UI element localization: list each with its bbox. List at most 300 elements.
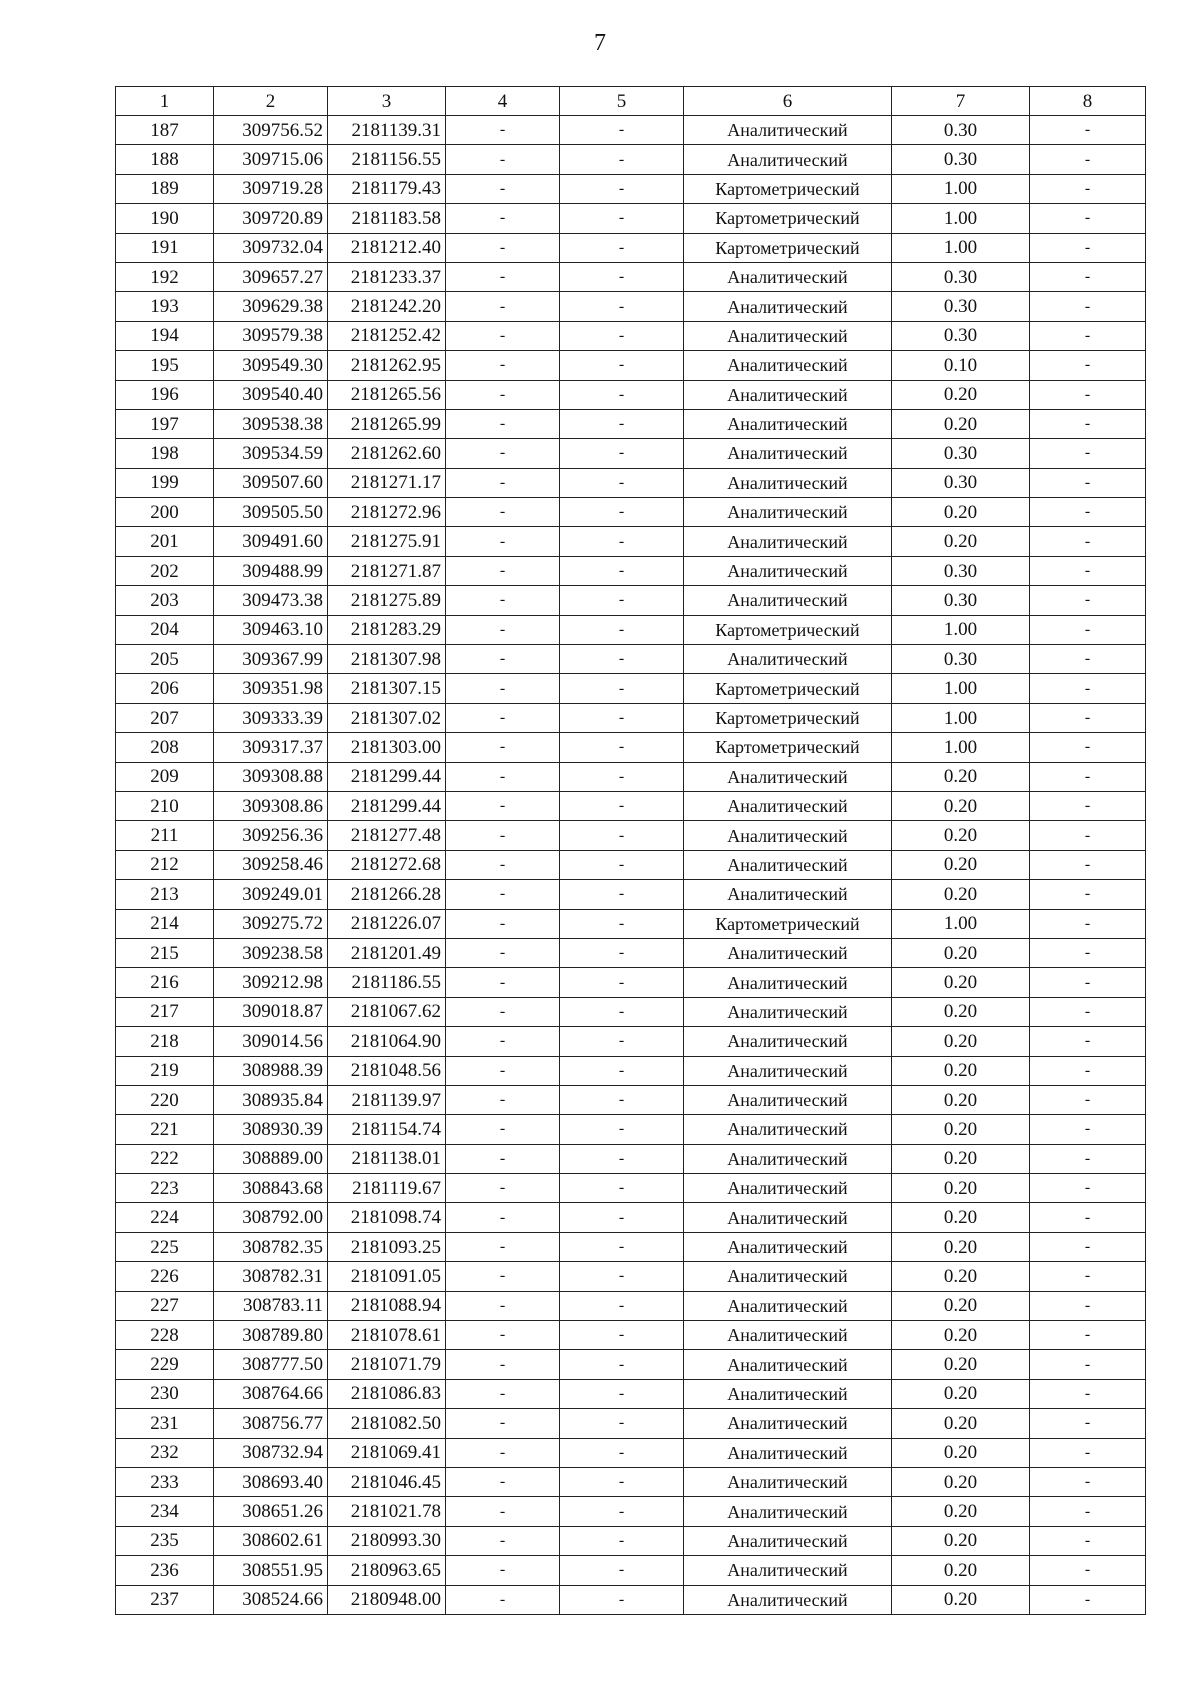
page-number: 7	[594, 30, 606, 56]
column-4-cell: -	[446, 1232, 560, 1261]
method-cell: Аналитический	[684, 409, 892, 438]
y-coordinate-cell: 2180993.30	[328, 1526, 446, 1555]
y-coordinate-cell: 2181266.28	[328, 880, 446, 909]
method-cell: Аналитический	[684, 116, 892, 145]
point-number-cell: 190	[116, 204, 214, 233]
column-4-cell: -	[446, 909, 560, 938]
column-4-cell: -	[446, 1497, 560, 1526]
point-number-cell: 222	[116, 1144, 214, 1173]
point-number-cell: 201	[116, 527, 214, 556]
table-row	[116, 1350, 1146, 1379]
column-8-cell: -	[1030, 468, 1146, 497]
accuracy-cell: 0.20	[892, 409, 1030, 438]
column-4-cell: -	[446, 145, 560, 174]
method-cell: Аналитический	[684, 145, 892, 174]
table-row	[116, 1085, 1146, 1114]
column-8-cell: -	[1030, 204, 1146, 233]
point-number-cell: 202	[116, 556, 214, 585]
accuracy-cell: 0.20	[892, 1056, 1030, 1085]
column-8-cell: -	[1030, 1144, 1146, 1173]
table-row	[116, 880, 1146, 909]
column-8-cell: -	[1030, 116, 1146, 145]
column-8-cell: -	[1030, 821, 1146, 850]
column-5-cell: -	[560, 1497, 684, 1526]
y-coordinate-cell: 2181067.62	[328, 997, 446, 1026]
y-coordinate-cell: 2181275.91	[328, 527, 446, 556]
point-number-cell: 216	[116, 968, 214, 997]
point-number-cell: 196	[116, 380, 214, 409]
x-coordinate-cell: 309756.52	[214, 116, 328, 145]
method-cell: Аналитический	[684, 1291, 892, 1320]
table-row	[116, 1291, 1146, 1320]
y-coordinate-cell: 2181069.41	[328, 1438, 446, 1467]
point-number-cell: 208	[116, 733, 214, 762]
table-row	[116, 1115, 1146, 1144]
x-coordinate-cell: 308782.31	[214, 1262, 328, 1291]
y-coordinate-cell: 2181226.07	[328, 909, 446, 938]
method-cell: Аналитический	[684, 1203, 892, 1232]
column-4-cell: -	[446, 1291, 560, 1320]
table-row	[116, 762, 1146, 791]
table-row	[116, 439, 1146, 468]
x-coordinate-cell: 308988.39	[214, 1056, 328, 1085]
accuracy-cell: 0.20	[892, 1497, 1030, 1526]
x-coordinate-cell: 308693.40	[214, 1467, 328, 1496]
column-4-cell: -	[446, 409, 560, 438]
column-4-cell: -	[446, 204, 560, 233]
y-coordinate-cell: 2181299.44	[328, 762, 446, 791]
column-4-cell: -	[446, 762, 560, 791]
column-5-cell: -	[560, 615, 684, 644]
table-row	[116, 645, 1146, 674]
column-5-cell: -	[560, 233, 684, 262]
accuracy-cell: 0.20	[892, 1556, 1030, 1585]
accuracy-cell: 0.20	[892, 791, 1030, 820]
table-row	[116, 292, 1146, 321]
x-coordinate-cell: 309534.59	[214, 439, 328, 468]
column-5-cell: -	[560, 1027, 684, 1056]
y-coordinate-cell: 2181307.98	[328, 645, 446, 674]
accuracy-cell: 1.00	[892, 615, 1030, 644]
point-number-cell: 205	[116, 645, 214, 674]
column-8-cell: -	[1030, 1291, 1146, 1320]
method-cell: Аналитический	[684, 498, 892, 527]
table-row	[116, 1174, 1146, 1203]
column-5-cell: -	[560, 1467, 684, 1496]
x-coordinate-cell: 309014.56	[214, 1027, 328, 1056]
column-5-cell: -	[560, 1321, 684, 1350]
y-coordinate-cell: 2181265.56	[328, 380, 446, 409]
column-4-cell: -	[446, 1438, 560, 1467]
column-4-cell: -	[446, 439, 560, 468]
x-coordinate-cell: 309540.40	[214, 380, 328, 409]
column-4-cell: -	[446, 645, 560, 674]
x-coordinate-cell: 308935.84	[214, 1085, 328, 1114]
column-5-cell: -	[560, 262, 684, 291]
column-5-cell: -	[560, 762, 684, 791]
table-row	[116, 1467, 1146, 1496]
x-coordinate-cell: 308524.66	[214, 1585, 328, 1614]
y-coordinate-cell: 2181299.44	[328, 791, 446, 820]
column-8-cell: -	[1030, 1526, 1146, 1555]
x-coordinate-cell: 309367.99	[214, 645, 328, 674]
x-coordinate-cell: 309732.04	[214, 233, 328, 262]
accuracy-cell: 0.20	[892, 1085, 1030, 1114]
method-cell: Аналитический	[684, 351, 892, 380]
method-cell: Аналитический	[684, 1409, 892, 1438]
point-number-cell: 198	[116, 439, 214, 468]
column-4-cell: -	[446, 1556, 560, 1585]
method-cell: Аналитический	[684, 439, 892, 468]
x-coordinate-cell: 309308.88	[214, 762, 328, 791]
x-coordinate-cell: 309579.38	[214, 321, 328, 350]
x-coordinate-cell: 309258.46	[214, 850, 328, 879]
accuracy-cell: 0.20	[892, 1291, 1030, 1320]
column-4-cell: -	[446, 321, 560, 350]
point-number-cell: 209	[116, 762, 214, 791]
column-8-cell: -	[1030, 1409, 1146, 1438]
y-coordinate-cell: 2180948.00	[328, 1585, 446, 1614]
point-number-cell: 207	[116, 703, 214, 732]
column-4-cell: -	[446, 556, 560, 585]
table-row	[116, 321, 1146, 350]
method-cell: Аналитический	[684, 1438, 892, 1467]
point-number-cell: 195	[116, 351, 214, 380]
y-coordinate-cell: 2180963.65	[328, 1556, 446, 1585]
point-number-cell: 194	[116, 321, 214, 350]
table-row	[116, 1585, 1146, 1614]
y-coordinate-cell: 2181071.79	[328, 1350, 446, 1379]
accuracy-cell: 0.30	[892, 292, 1030, 321]
column-8-cell: -	[1030, 1056, 1146, 1085]
table-row	[116, 968, 1146, 997]
column-8-cell: -	[1030, 1115, 1146, 1144]
column-header: 2	[214, 87, 328, 116]
column-4-cell: -	[446, 1526, 560, 1555]
y-coordinate-cell: 2181283.29	[328, 615, 446, 644]
table-header-row	[116, 87, 1146, 116]
table-row	[116, 850, 1146, 879]
method-cell: Картометрический	[684, 674, 892, 703]
method-cell: Аналитический	[684, 938, 892, 967]
accuracy-cell: 0.20	[892, 821, 1030, 850]
accuracy-cell: 0.30	[892, 439, 1030, 468]
column-header: 1	[116, 87, 214, 116]
column-4-cell: -	[446, 938, 560, 967]
column-8-cell: -	[1030, 615, 1146, 644]
x-coordinate-cell: 308764.66	[214, 1379, 328, 1408]
table-row	[116, 733, 1146, 762]
column-4-cell: -	[446, 1321, 560, 1350]
column-header: 3	[328, 87, 446, 116]
column-4-cell: -	[446, 1144, 560, 1173]
y-coordinate-cell: 2181064.90	[328, 1027, 446, 1056]
column-4-cell: -	[446, 468, 560, 497]
y-coordinate-cell: 2181271.87	[328, 556, 446, 585]
column-header: 6	[684, 87, 892, 116]
x-coordinate-cell: 308602.61	[214, 1526, 328, 1555]
point-number-cell: 215	[116, 938, 214, 967]
column-4-cell: -	[446, 233, 560, 262]
x-coordinate-cell: 309308.86	[214, 791, 328, 820]
point-number-cell: 228	[116, 1321, 214, 1350]
x-coordinate-cell: 309275.72	[214, 909, 328, 938]
accuracy-cell: 0.20	[892, 968, 1030, 997]
method-cell: Аналитический	[684, 292, 892, 321]
column-8-cell: -	[1030, 850, 1146, 879]
column-8-cell: -	[1030, 1174, 1146, 1203]
x-coordinate-cell: 309720.89	[214, 204, 328, 233]
method-cell: Аналитический	[684, 1144, 892, 1173]
accuracy-cell: 0.30	[892, 116, 1030, 145]
y-coordinate-cell: 2181275.89	[328, 586, 446, 615]
point-number-cell: 199	[116, 468, 214, 497]
column-5-cell: -	[560, 997, 684, 1026]
column-8-cell: -	[1030, 1379, 1146, 1408]
column-5-cell: -	[560, 1174, 684, 1203]
column-5-cell: -	[560, 586, 684, 615]
column-5-cell: -	[560, 938, 684, 967]
method-cell: Аналитический	[684, 880, 892, 909]
column-8-cell: -	[1030, 1350, 1146, 1379]
column-4-cell: -	[446, 674, 560, 703]
column-5-cell: -	[560, 1085, 684, 1114]
accuracy-cell: 1.00	[892, 204, 1030, 233]
column-header: 4	[446, 87, 560, 116]
method-cell: Картометрический	[684, 703, 892, 732]
column-8-cell: -	[1030, 1438, 1146, 1467]
y-coordinate-cell: 2181183.58	[328, 204, 446, 233]
x-coordinate-cell: 309249.01	[214, 880, 328, 909]
column-5-cell: -	[560, 321, 684, 350]
method-cell: Аналитический	[684, 1262, 892, 1291]
column-5-cell: -	[560, 1409, 684, 1438]
accuracy-cell: 0.30	[892, 586, 1030, 615]
point-number-cell: 204	[116, 615, 214, 644]
column-5-cell: -	[560, 1203, 684, 1232]
table-row	[116, 586, 1146, 615]
table-row	[116, 498, 1146, 527]
y-coordinate-cell: 2181179.43	[328, 174, 446, 203]
x-coordinate-cell: 308843.68	[214, 1174, 328, 1203]
column-8-cell: -	[1030, 1203, 1146, 1232]
table-row	[116, 527, 1146, 556]
point-number-cell: 235	[116, 1526, 214, 1555]
point-number-cell: 203	[116, 586, 214, 615]
y-coordinate-cell: 2181262.60	[328, 439, 446, 468]
method-cell: Аналитический	[684, 380, 892, 409]
accuracy-cell: 0.20	[892, 1027, 1030, 1056]
column-8-cell: -	[1030, 233, 1146, 262]
y-coordinate-cell: 2181098.74	[328, 1203, 446, 1232]
x-coordinate-cell: 309657.27	[214, 262, 328, 291]
table-row	[116, 703, 1146, 732]
column-4-cell: -	[446, 380, 560, 409]
column-4-cell: -	[446, 292, 560, 321]
column-4-cell: -	[446, 262, 560, 291]
method-cell: Аналитический	[684, 1232, 892, 1261]
x-coordinate-cell: 309317.37	[214, 733, 328, 762]
table-row	[116, 380, 1146, 409]
column-8-cell: -	[1030, 703, 1146, 732]
column-8-cell: -	[1030, 174, 1146, 203]
point-number-cell: 220	[116, 1085, 214, 1114]
table-row	[116, 1409, 1146, 1438]
accuracy-cell: 0.20	[892, 997, 1030, 1026]
x-coordinate-cell: 309212.98	[214, 968, 328, 997]
x-coordinate-cell: 309549.30	[214, 351, 328, 380]
method-cell: Аналитический	[684, 1585, 892, 1614]
column-5-cell: -	[560, 850, 684, 879]
coordinates-table	[115, 86, 1146, 1615]
y-coordinate-cell: 2181271.17	[328, 468, 446, 497]
method-cell: Аналитический	[684, 1085, 892, 1114]
y-coordinate-cell: 2181119.67	[328, 1174, 446, 1203]
x-coordinate-cell: 309505.50	[214, 498, 328, 527]
column-8-cell: -	[1030, 791, 1146, 820]
accuracy-cell: 1.00	[892, 174, 1030, 203]
column-header: 5	[560, 87, 684, 116]
table-row	[116, 233, 1146, 262]
y-coordinate-cell: 2181303.00	[328, 733, 446, 762]
column-4-cell: -	[446, 1379, 560, 1408]
accuracy-cell: 0.20	[892, 380, 1030, 409]
column-header: 7	[892, 87, 1030, 116]
column-5-cell: -	[560, 439, 684, 468]
x-coordinate-cell: 309463.10	[214, 615, 328, 644]
column-4-cell: -	[446, 1203, 560, 1232]
column-5-cell: -	[560, 380, 684, 409]
column-5-cell: -	[560, 880, 684, 909]
column-5-cell: -	[560, 821, 684, 850]
method-cell: Картометрический	[684, 909, 892, 938]
point-number-cell: 214	[116, 909, 214, 938]
point-number-cell: 234	[116, 1497, 214, 1526]
accuracy-cell: 0.20	[892, 850, 1030, 879]
point-number-cell: 218	[116, 1027, 214, 1056]
column-4-cell: -	[446, 821, 560, 850]
table-row	[116, 615, 1146, 644]
point-number-cell: 226	[116, 1262, 214, 1291]
x-coordinate-cell: 308930.39	[214, 1115, 328, 1144]
column-4-cell: -	[446, 615, 560, 644]
column-8-cell: -	[1030, 1085, 1146, 1114]
accuracy-cell: 0.30	[892, 321, 1030, 350]
column-4-cell: -	[446, 880, 560, 909]
column-5-cell: -	[560, 1232, 684, 1261]
method-cell: Аналитический	[684, 1556, 892, 1585]
method-cell: Аналитический	[684, 762, 892, 791]
column-4-cell: -	[446, 1585, 560, 1614]
table-row	[116, 1144, 1146, 1173]
method-cell: Картометрический	[684, 174, 892, 203]
column-4-cell: -	[446, 351, 560, 380]
y-coordinate-cell: 2181078.61	[328, 1321, 446, 1350]
column-5-cell: -	[560, 674, 684, 703]
column-5-cell: -	[560, 145, 684, 174]
column-8-cell: -	[1030, 262, 1146, 291]
y-coordinate-cell: 2181021.78	[328, 1497, 446, 1526]
method-cell: Аналитический	[684, 321, 892, 350]
column-4-cell: -	[446, 1174, 560, 1203]
point-number-cell: 236	[116, 1556, 214, 1585]
point-number-cell: 210	[116, 791, 214, 820]
table-row	[116, 351, 1146, 380]
method-cell: Аналитический	[684, 1174, 892, 1203]
column-4-cell: -	[446, 1350, 560, 1379]
point-number-cell: 219	[116, 1056, 214, 1085]
column-8-cell: -	[1030, 968, 1146, 997]
column-8-cell: -	[1030, 997, 1146, 1026]
column-4-cell: -	[446, 850, 560, 879]
column-8-cell: -	[1030, 762, 1146, 791]
x-coordinate-cell: 309333.39	[214, 703, 328, 732]
method-cell: Аналитический	[684, 468, 892, 497]
table-row	[116, 1526, 1146, 1555]
accuracy-cell: 0.20	[892, 762, 1030, 791]
column-8-cell: -	[1030, 556, 1146, 585]
method-cell: Аналитический	[684, 968, 892, 997]
column-8-cell: -	[1030, 527, 1146, 556]
y-coordinate-cell: 2181139.97	[328, 1085, 446, 1114]
column-8-cell: -	[1030, 645, 1146, 674]
y-coordinate-cell: 2181048.56	[328, 1056, 446, 1085]
method-cell: Аналитический	[684, 791, 892, 820]
y-coordinate-cell: 2181262.95	[328, 351, 446, 380]
column-8-cell: -	[1030, 1556, 1146, 1585]
column-4-cell: -	[446, 1467, 560, 1496]
column-8-cell: -	[1030, 1232, 1146, 1261]
table-row	[116, 262, 1146, 291]
method-cell: Аналитический	[684, 1350, 892, 1379]
x-coordinate-cell: 309507.60	[214, 468, 328, 497]
method-cell: Аналитический	[684, 586, 892, 615]
point-number-cell: 233	[116, 1467, 214, 1496]
point-number-cell: 231	[116, 1409, 214, 1438]
column-5-cell: -	[560, 204, 684, 233]
column-4-cell: -	[446, 1027, 560, 1056]
column-8-cell: -	[1030, 909, 1146, 938]
column-5-cell: -	[560, 527, 684, 556]
column-4-cell: -	[446, 1085, 560, 1114]
y-coordinate-cell: 2181307.15	[328, 674, 446, 703]
point-number-cell: 211	[116, 821, 214, 850]
column-5-cell: -	[560, 1585, 684, 1614]
column-8-cell: -	[1030, 351, 1146, 380]
column-8-cell: -	[1030, 380, 1146, 409]
table-row	[116, 1438, 1146, 1467]
y-coordinate-cell: 2181212.40	[328, 233, 446, 262]
column-8-cell: -	[1030, 321, 1146, 350]
point-number-cell: 237	[116, 1585, 214, 1614]
point-number-cell: 189	[116, 174, 214, 203]
table-row	[116, 1203, 1146, 1232]
table-row	[116, 1056, 1146, 1085]
point-number-cell: 206	[116, 674, 214, 703]
column-4-cell: -	[446, 498, 560, 527]
x-coordinate-cell: 308651.26	[214, 1497, 328, 1526]
accuracy-cell: 1.00	[892, 703, 1030, 732]
accuracy-cell: 0.20	[892, 1350, 1030, 1379]
method-cell: Картометрический	[684, 204, 892, 233]
method-cell: Картометрический	[684, 733, 892, 762]
method-cell: Аналитический	[684, 1321, 892, 1350]
column-5-cell: -	[560, 1262, 684, 1291]
method-cell: Аналитический	[684, 527, 892, 556]
y-coordinate-cell: 2181139.31	[328, 116, 446, 145]
column-5-cell: -	[560, 791, 684, 820]
accuracy-cell: 0.30	[892, 262, 1030, 291]
